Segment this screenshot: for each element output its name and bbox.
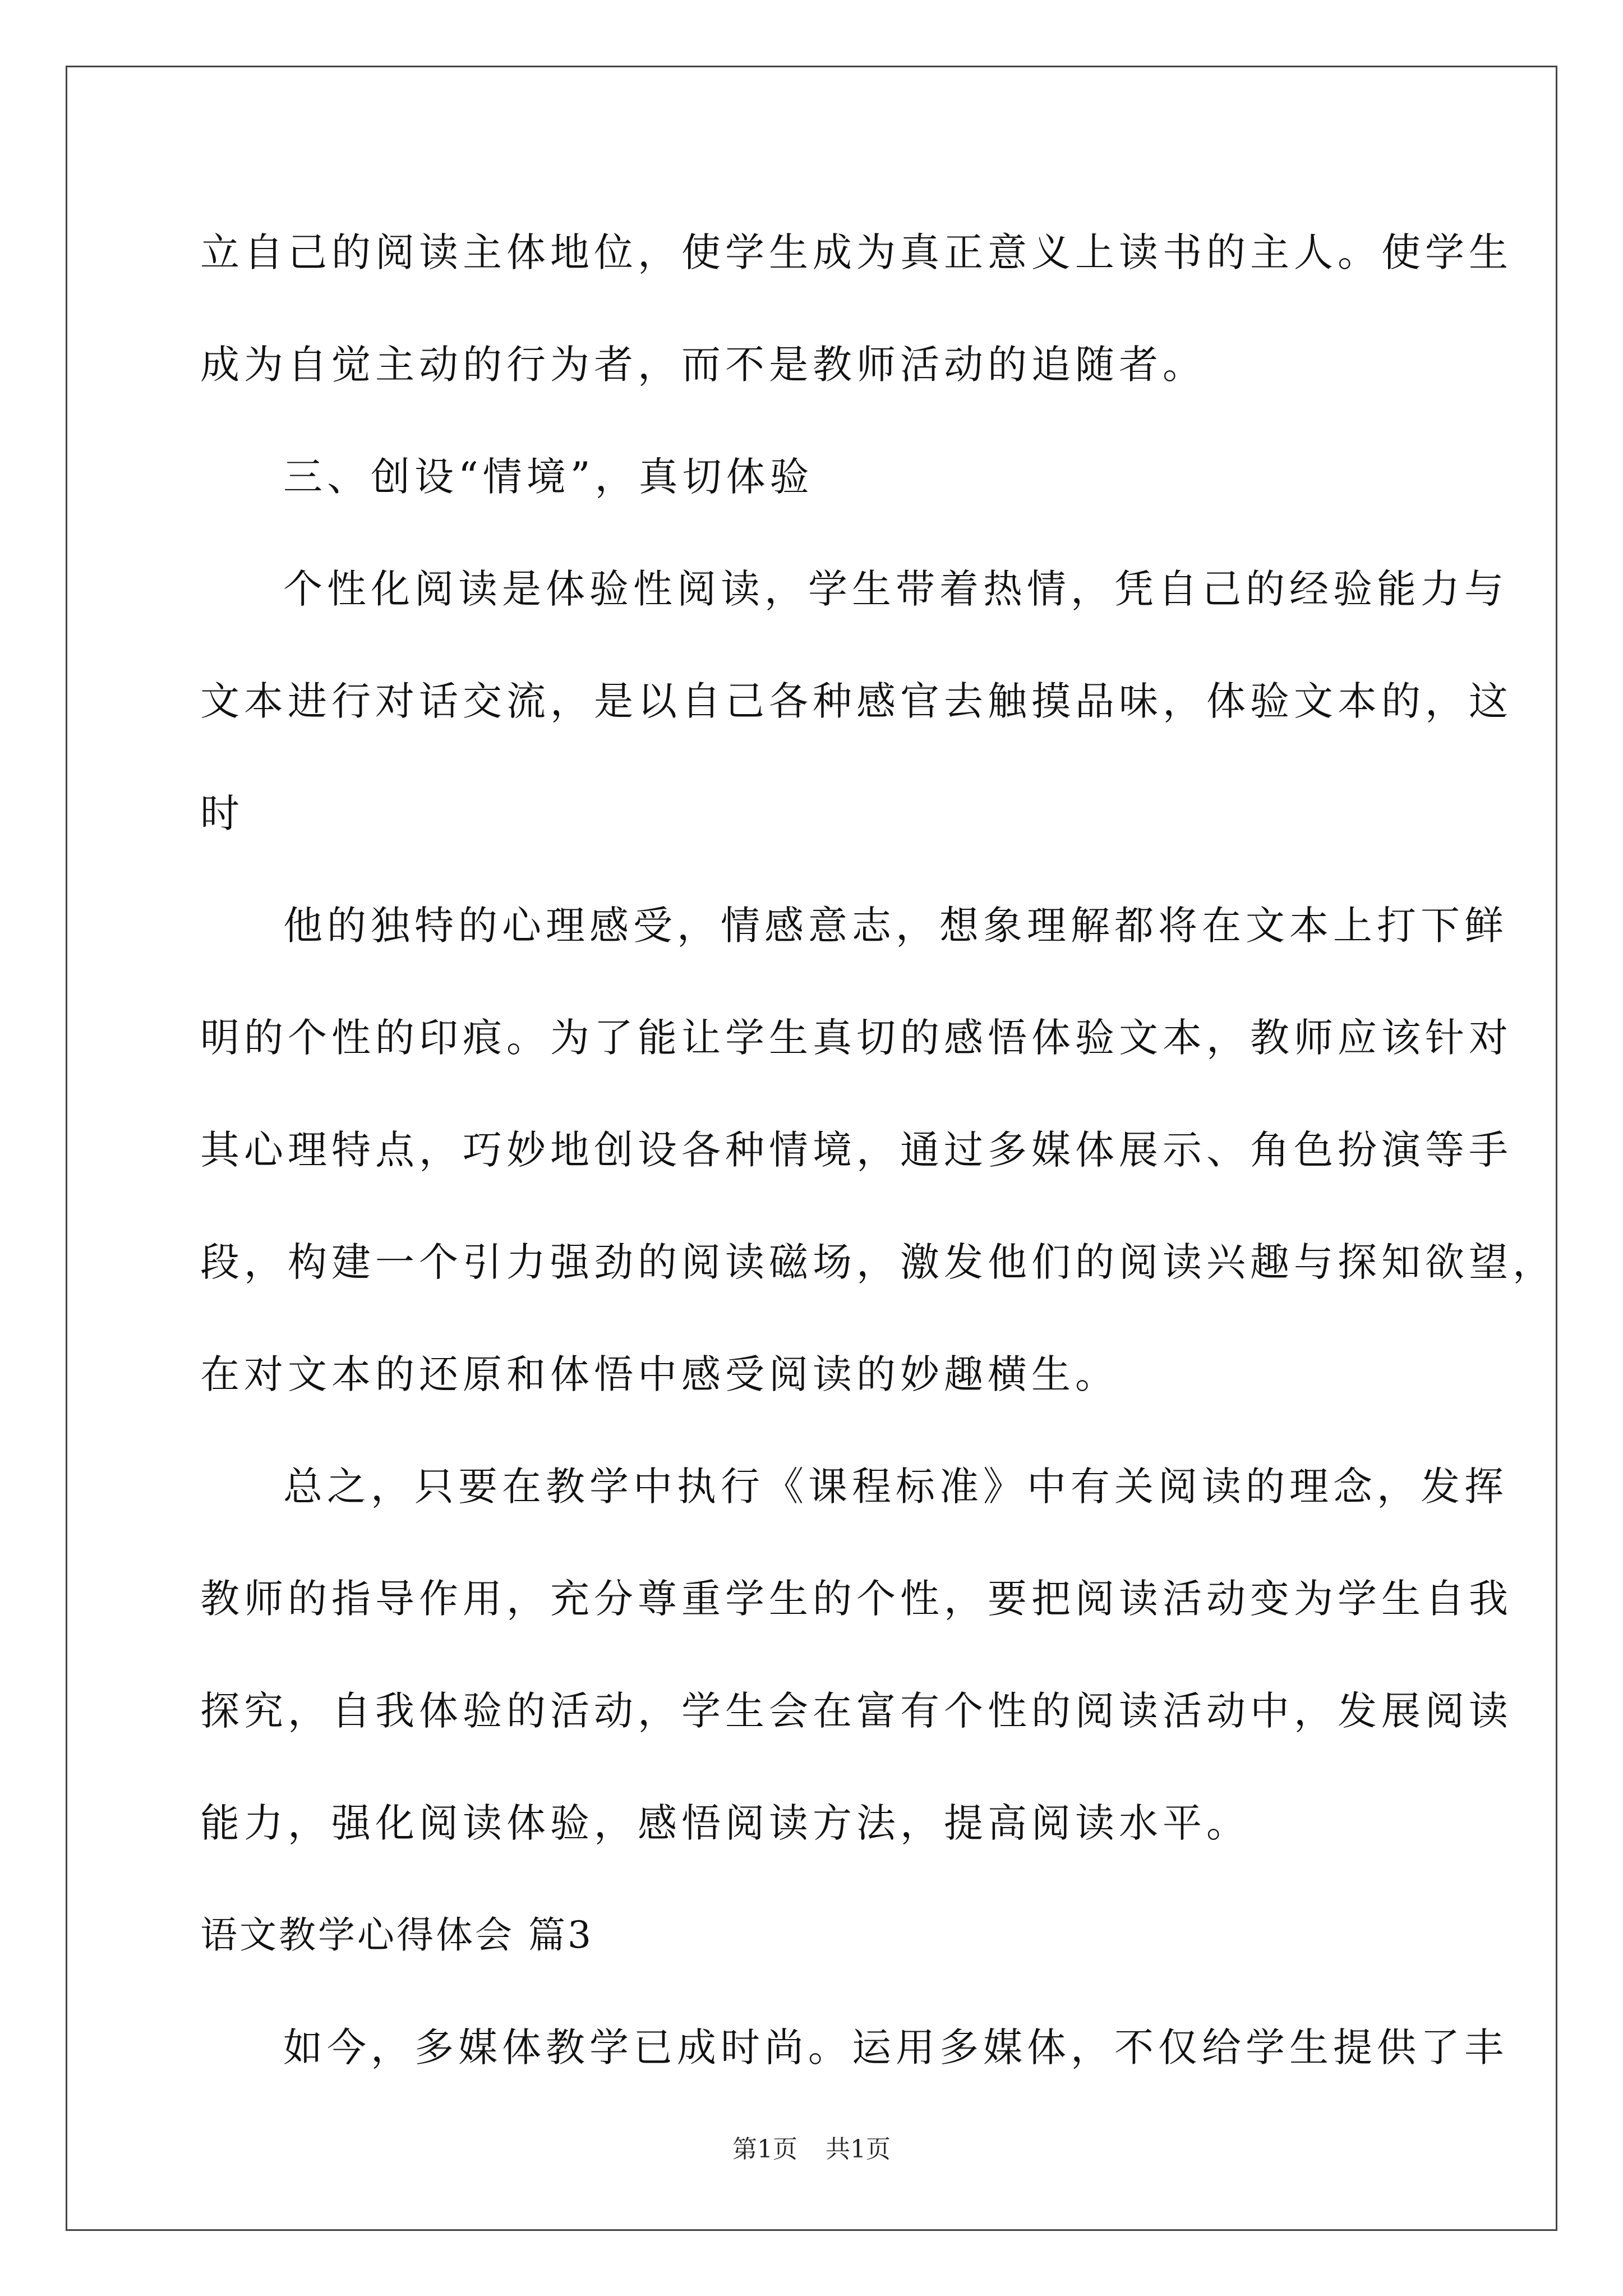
text-line: 文本进行对话交流，是以自己各种感官去触摸品味，体验文本的，这: [200, 678, 1513, 724]
text-line: 他的独特的心理感受，情感意志，想象理解都将在文本上打下鲜: [283, 903, 1508, 949]
text-line: 在对文本的还原和体悟中感受阅读的妙趣横生。: [200, 1351, 1119, 1397]
text-line: 成为自觉主动的行为者，而不是教师活动的追随者。: [200, 342, 1206, 388]
text-line: 个性化阅读是体验性阅读，学生带着热情，凭自己的经验能力与: [283, 566, 1508, 612]
page-footer: [0, 2129, 1623, 2165]
text-line: 教师的指导作用，充分尊重学生的个性，要把阅读活动变为学生自我: [200, 1576, 1513, 1622]
part-heading: 语文教学心得体会 篇3: [200, 1913, 593, 1957]
page-number: 第1页: [732, 2135, 797, 2164]
section-heading: 三、创设“情境”，真切体验: [283, 454, 814, 500]
page-total: 共1页: [826, 2135, 891, 2164]
text-line: 段，构建一个引力强劲的阅读磁场，激发他们的阅读兴趣与探知欲望，: [200, 1239, 1556, 1285]
text-line: 如今，多媒体教学已成时尚。运用多媒体，不仅给学生提供了丰: [283, 2024, 1508, 2070]
text-line: 立自己的阅读主体地位，使学生成为真正意义上读书的主人。使学生: [200, 229, 1513, 275]
document-body: [200, 196, 1556, 2104]
text-line: 明的个性的印痕。为了能让学生真切的感悟体验文本，教师应该针对: [200, 1015, 1513, 1061]
text-line: 总之，只要在教学中执行《课程标准》中有关阅读的理念，发挥: [283, 1464, 1508, 1510]
text-line: 其心理特点，巧妙地创设各种情境，通过多媒体展示、角色扮演等手: [200, 1127, 1513, 1173]
text-line: 时: [200, 790, 244, 836]
text-line: 探究，自我体验的活动，学生会在富有个性的阅读活动中，发展阅读: [200, 1688, 1513, 1734]
text-line: 能力，强化阅读体验，感悟阅读方法，提高阅读水平。: [200, 1800, 1250, 1846]
